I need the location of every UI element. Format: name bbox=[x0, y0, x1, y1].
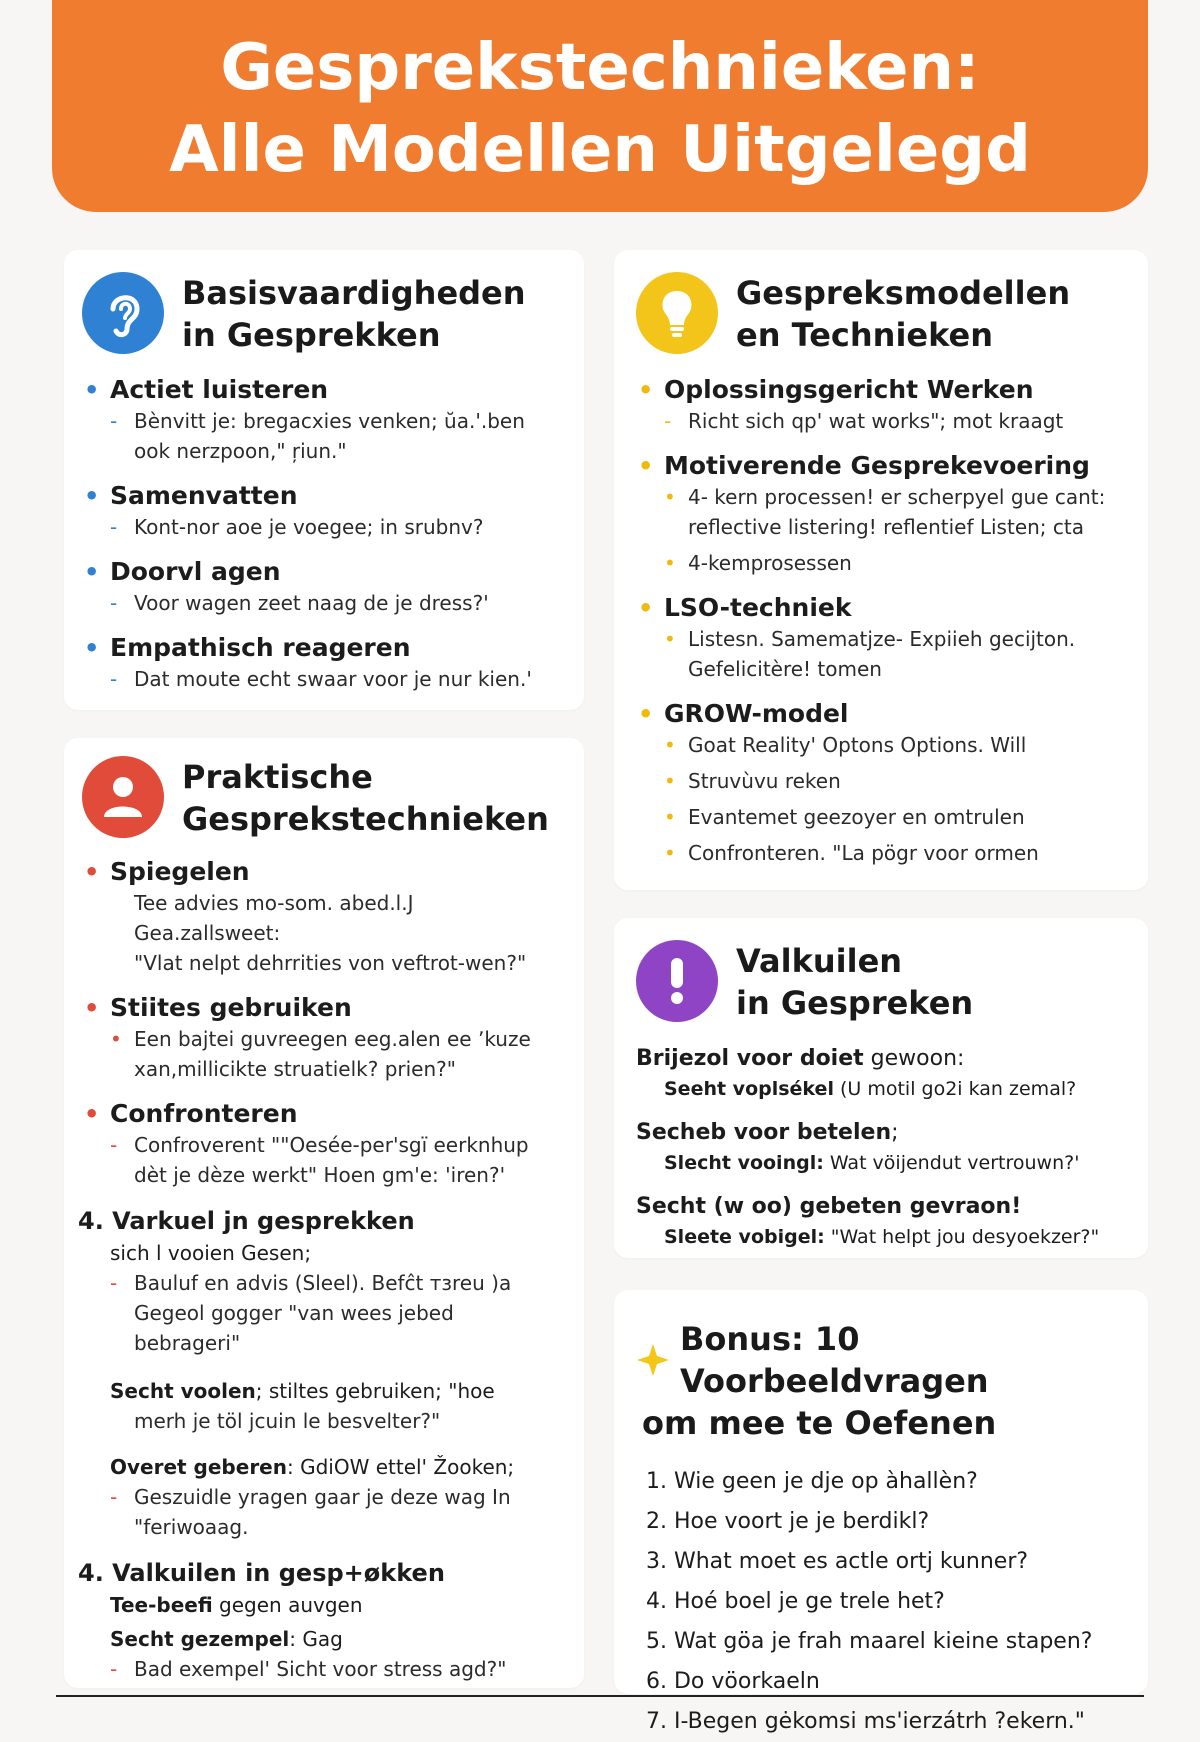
list-item bbox=[82, 632, 566, 694]
page-header bbox=[52, 0, 1148, 212]
section-heading: 4. Varkuel jn gesprekken bbox=[78, 1207, 415, 1235]
item-detail: • 4- kern processen! er scherpyel gue cant: bbox=[636, 482, 1130, 512]
card-basisvaardigheden bbox=[64, 250, 584, 710]
item-detail: - Richt sich qp' wat works"; mot kraagt bbox=[636, 406, 1130, 436]
list-item: 5. Wat göa je frah maarel kieine stapen? bbox=[646, 1629, 1093, 1654]
card-title-line2: om mee te Oefenen bbox=[642, 1404, 997, 1442]
list-item bbox=[82, 856, 566, 978]
item-title: • GROW-model bbox=[636, 698, 1130, 730]
list-item bbox=[82, 480, 566, 542]
item-detail: • Confronteren. "La pögr voor ormen bbox=[636, 838, 1130, 868]
card-valkuilen bbox=[614, 918, 1148, 1258]
list-item bbox=[82, 556, 566, 618]
item-detail: Gefelicitère! tomen bbox=[688, 657, 882, 681]
list-item: Brijezol voor doiet gewoon: Seeht voplsékel (U motil go2i kan zemal? bbox=[636, 1046, 1077, 1100]
item-detail: • Evantemet geezoyer en omtrulen bbox=[636, 802, 1130, 832]
item-detail: Tee advies mo-som. abed.l.J Gea.zallsweet: bbox=[134, 891, 414, 945]
item-detail: • 4-kemprosessen bbox=[636, 548, 1130, 578]
item-detail: - Kont-nor aoe je voegee; in srubnv? bbox=[82, 512, 566, 542]
card-bonus bbox=[614, 1290, 1148, 1734]
item-detail: merh je töl jcuin le besvelter?" bbox=[134, 1409, 441, 1433]
valkuilen-section bbox=[78, 1556, 566, 1684]
list-item bbox=[636, 592, 1130, 684]
lightbulb-icon bbox=[636, 272, 718, 354]
varkuel-section bbox=[78, 1204, 566, 1542]
question-list bbox=[636, 1462, 1130, 1742]
section-line: Secht voolen; stiltes gebruiken; "hoe bbox=[110, 1379, 495, 1403]
item-detail: "Vlat nelpt dehrrities von veftrot-wen?" bbox=[134, 951, 527, 975]
item-title: • Oplossingsgericht Werken bbox=[636, 374, 1130, 406]
item-detail: xan,millicikte struatielk? prien?" bbox=[134, 1057, 456, 1081]
item-detail: • Goat Reality' Optons Options. Will bbox=[636, 730, 1130, 760]
item-detail: - Dat moute echt swaar voor je nur kien.' bbox=[82, 664, 566, 694]
card-praktische-technieken bbox=[64, 738, 584, 1688]
item-detail: reflective listering! reflentief Listen; cta bbox=[688, 515, 1084, 539]
list-item: 3. What moet es actle ortj kunner? bbox=[646, 1549, 1029, 1574]
list-item: 6. Do vöorkaeln bbox=[646, 1669, 820, 1694]
item-detail: ook nerzpoon," ŗiun." bbox=[134, 439, 347, 463]
card-title: Praktische Gesprekstechnieken bbox=[182, 758, 549, 838]
section-heading: 4. Valkuilen in gesp+økken bbox=[78, 1559, 445, 1587]
item-detail: - Bènvitt je: bregacxies venken; ŭa.'.ben bbox=[82, 406, 566, 436]
list-item bbox=[636, 450, 1130, 578]
list-item: 4. Hoé boel je ge trele het? bbox=[646, 1589, 945, 1614]
item-detail: • Een bajtei guvreegen eeg.alen ee ʼkuze bbox=[82, 1024, 566, 1054]
list-item: 1. Wie geen je dje op àhallèn? bbox=[646, 1469, 978, 1494]
section-line: Secht gezempel: Gag bbox=[110, 1627, 343, 1651]
item-detail: - Geszuidle yragen gaar je deze wag In bbox=[82, 1482, 566, 1512]
item-detail: - Bauluf en advis (Sleel). Befĉt тзreu )a bbox=[82, 1268, 566, 1298]
sparkle-icon bbox=[636, 1343, 670, 1377]
item-title: • Spiegelen bbox=[82, 856, 566, 888]
section-line: sich l vooien Gesen; bbox=[110, 1241, 312, 1265]
card-title: Basisvaardigheden in Gesprekken bbox=[182, 274, 526, 354]
item-title: • LSO-techniek bbox=[636, 592, 1130, 624]
item-title: • Empathisch reageren bbox=[82, 632, 566, 664]
card-title: Bonus: 10 Voorbeeldvragen bbox=[680, 1320, 989, 1400]
list-item: 2. Hoe voort je je berdikl? bbox=[646, 1509, 930, 1534]
item-title: • Motiverende Gesprekevoering bbox=[636, 450, 1130, 482]
list-item: Secht (w oo) gebeten gevraon! Sleete vobigel: "Wat helpt jou desyoekzer?" bbox=[636, 1194, 1100, 1248]
card-title: Gespreksmodellen en Technieken bbox=[736, 274, 1071, 354]
item-title: • Actiet luisteren bbox=[82, 374, 566, 406]
list-item bbox=[82, 374, 566, 466]
item-title: • Samenvatten bbox=[82, 480, 566, 512]
item-title: • Stiites gebruiken bbox=[82, 992, 566, 1024]
list-item bbox=[636, 374, 1130, 436]
item-title: • Doorvl agen bbox=[82, 556, 566, 588]
item-detail: • Listesn. Samematjze- Expiieh gecijton. bbox=[636, 624, 1130, 654]
list-item: Secheb voor betelen; Slecht vooingl: Wat vöijendut vertrouwn?' bbox=[636, 1120, 1080, 1174]
card-gespreksmodellen bbox=[614, 250, 1148, 890]
page-title-line1: Gesprekstechnieken: bbox=[220, 31, 980, 105]
person-icon bbox=[82, 756, 164, 838]
list-item bbox=[636, 698, 1130, 868]
item-detail: - Confroverent ""Oesée-per'sgï eerknhup bbox=[82, 1130, 566, 1160]
exclamation-icon bbox=[636, 940, 718, 1022]
item-detail: - Bad exempel' Sicht voor stress agd?" bbox=[82, 1654, 566, 1684]
item-title: • Confronteren bbox=[82, 1098, 566, 1130]
card-title: Valkuilen in Gespreken bbox=[736, 942, 974, 1022]
item-detail: dèt je dèze werkt" Hoen gm'e: 'iren?' bbox=[134, 1163, 506, 1187]
list-item: 7. I-Begen gėkomsi ms'ierzátrh ?ekern." bbox=[646, 1709, 1085, 1734]
item-detail: - Voor wagen zeet naag de je dress?' bbox=[82, 588, 566, 618]
item-detail: "feriwoaag. bbox=[134, 1515, 249, 1539]
page-title-line2: Alle Modellen Uitgelegd bbox=[169, 113, 1031, 187]
list-item bbox=[82, 1098, 566, 1190]
section-line: Overet geberen: GdiOW ettel' Žooken; bbox=[110, 1455, 515, 1479]
item-detail: • Struvùvu reken bbox=[636, 766, 1130, 796]
section-line: Tee-beefi gegen auvgen bbox=[110, 1593, 363, 1617]
item-detail: Gegeol gogger "van wees jebed bebrageri" bbox=[134, 1301, 454, 1355]
ear-icon bbox=[82, 272, 164, 354]
list-item bbox=[82, 992, 566, 1084]
bottom-divider bbox=[56, 1695, 1144, 1697]
